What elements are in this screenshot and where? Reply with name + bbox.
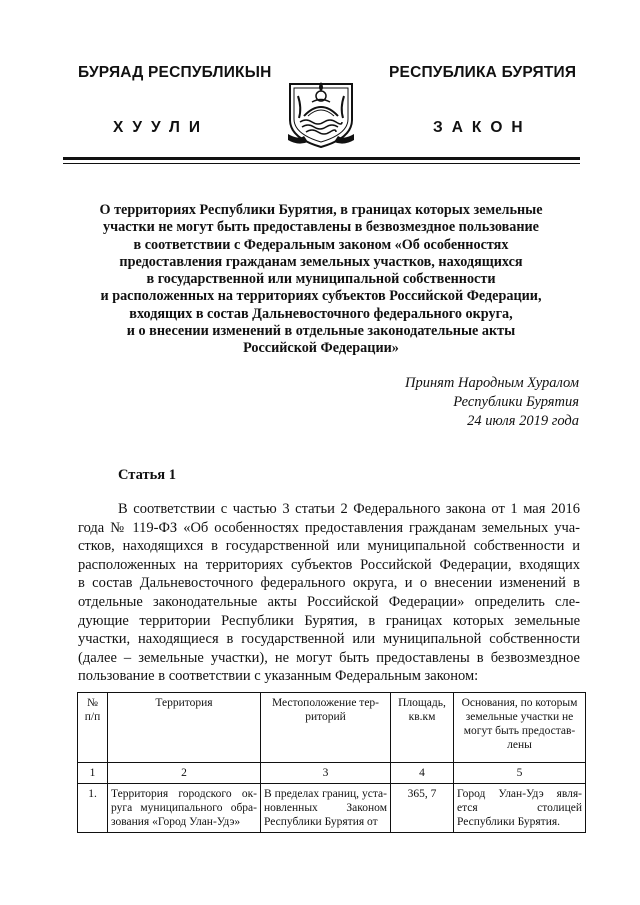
header-territory: Территория — [108, 693, 261, 763]
header-right-subtitle: ЗАКОН — [433, 119, 532, 136]
cell-grounds: Город Улан-Удэ явля-ется столицей Республики Бурятия. — [454, 784, 586, 833]
law-title-line: и о внесении изменений в отдельные законодательные акты — [126, 323, 516, 340]
adoption-date: 24 июля 2019 года — [467, 413, 579, 429]
column-number: 3 — [261, 763, 391, 784]
law-title — [64, 202, 578, 358]
header-divider-thin — [63, 163, 580, 164]
law-title-line: входящих в состав Дальневосточного федерального округа, — [129, 305, 513, 322]
territories-table — [77, 692, 586, 833]
paragraph-line: года № 119-ФЗ «Об особенностях предоставления гражданам земельных уча- — [78, 519, 580, 536]
header-area: Площадь, кв.км — [391, 693, 454, 763]
cell-location: В пределах границ, уста-новленных Законом Республики Бурятия от — [261, 784, 391, 833]
column-number: 5 — [454, 763, 586, 784]
law-title-line: Российской Федерации» — [243, 340, 399, 357]
cell-num: 1. — [78, 784, 108, 833]
header-location: Местоположение тер-риторий — [261, 693, 391, 763]
column-number: 1 — [78, 763, 108, 784]
law-title-line: в государственной или муниципальной собственности — [146, 271, 496, 288]
law-title-line: участки не могут быть предоставлены в безвозмездное пользование — [103, 219, 539, 236]
header-divider-thick — [63, 157, 580, 160]
cell-territory: Территория городского ок-руга муниципального обра-зования «Город Улан-Удэ» — [108, 784, 261, 833]
article-heading: Статья 1 — [118, 467, 176, 483]
paragraph-line: пользование в соответствии с указанным Федеральным законом: — [78, 668, 479, 685]
table-numbering-row — [78, 763, 586, 784]
table-header-row — [78, 693, 586, 763]
paragraph-line: расположенных на территориях субъектов Российской Федерации, входящих — [78, 556, 580, 573]
paragraph-line: в состав Дальневосточного федерального округа, и о внесении изменений в — [78, 575, 580, 592]
article-paragraph — [78, 500, 580, 686]
law-title-line: предоставления гражданам земельных участков, находящихся — [119, 253, 523, 270]
header-grounds: Основания, по которым земельные участки не могут быть предостав-лены — [454, 693, 586, 763]
column-number: 2 — [108, 763, 261, 784]
paragraph-line: участки, находящиеся в государственной или муниципальной собственности — [78, 631, 580, 648]
law-title-line: О территориях Республики Бурятия, в границах которых земельные — [99, 202, 543, 218]
law-title-line: в соответствии с Федеральным законом «Об особенностях — [133, 236, 509, 253]
paragraph-line: (далее – земельные участки), не могут быть предоставлены в безвозмездное — [78, 649, 580, 666]
header-num: № п/п — [78, 693, 108, 763]
column-number: 4 — [391, 763, 454, 784]
paragraph-line: отдельные законодательные акты Российской Федерации» определить сле- — [78, 593, 580, 610]
paragraph-line: дующие территории Республики Бурятия, в границах которых земельные — [78, 612, 580, 629]
adoption-body: Принят Народным Хуралом — [404, 375, 579, 391]
cell-area: 365, 7 — [391, 784, 454, 833]
law-title-line: и расположенных на территориях субъектов Российской Федерации, — [100, 288, 542, 305]
adoption-note — [405, 374, 579, 431]
header-left-subtitle: ХУУЛИ — [113, 119, 210, 136]
paragraph-line: стков, находящихся в государственной или муниципальной собственности и — [78, 538, 580, 555]
paragraph-line: В соответствии с частью 3 статьи 2 Федерального закона от 1 мая 2016 — [118, 501, 580, 517]
header-left-title: БУРЯАД РЕСПУБЛИКЫН — [78, 64, 272, 81]
coat-of-arms-emblem-icon — [284, 76, 358, 150]
adoption-region: Республики Бурятия — [453, 394, 579, 410]
table-row — [78, 784, 586, 833]
header-right-title: РЕСПУБЛИКА БУРЯТИЯ — [389, 64, 577, 81]
